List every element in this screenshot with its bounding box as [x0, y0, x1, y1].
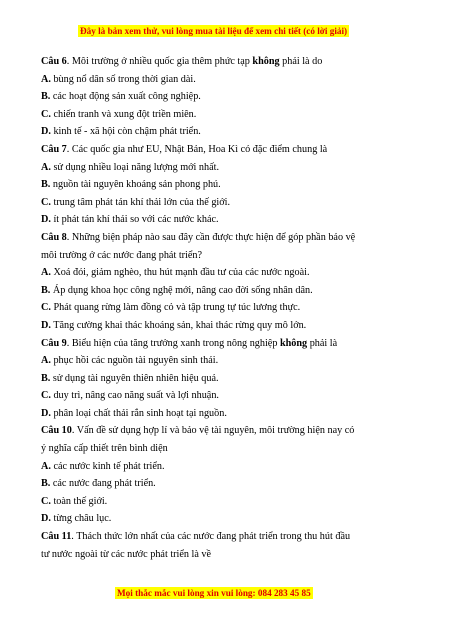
option-text: toàn thế giới.: [50, 495, 108, 507]
question-text: ý nghĩa cấp thiết trên bình diện: [41, 443, 168, 455]
question-label: Câu 10: [41, 425, 72, 437]
answer-option: [41, 176, 411, 194]
option-letter: B.: [41, 284, 51, 296]
answer-option: [41, 106, 411, 124]
option-text: các hoạt động sản xuất công nghiệp.: [50, 91, 201, 103]
option-text: nguồn tài nguyên khoáng sản phong phú.: [50, 179, 221, 191]
option-text: các nước đang phát triển.: [50, 478, 156, 490]
question-label: Câu 8: [41, 231, 67, 243]
answer-option: [41, 387, 411, 405]
question-stem-line: [41, 546, 411, 564]
option-letter: D.: [41, 319, 51, 331]
answer-option: [41, 194, 411, 212]
question-stem-line: [41, 440, 411, 458]
option-letter: A.: [41, 267, 51, 279]
answer-option: [41, 71, 411, 89]
option-letter: D.: [41, 214, 51, 226]
question-label: Câu 7: [41, 143, 67, 155]
question-stem-line: [41, 53, 411, 71]
option-letter: C.: [41, 302, 51, 314]
answer-option: [41, 475, 411, 493]
option-text: kinh tế - xã hội còn chậm phát triển.: [50, 126, 201, 138]
answer-option: [41, 493, 411, 511]
question-emphasis: không: [279, 337, 308, 349]
option-text: sử dụng nhiều loại năng lượng mới nhất.: [50, 161, 220, 173]
question-text: . Biểu hiện của tăng trưởng xanh trong nông nghiệp: [66, 337, 280, 349]
option-text: bùng nổ dân số trong thời gian dài.: [50, 73, 196, 85]
question-label: Câu 9: [41, 337, 67, 349]
option-letter: C.: [41, 108, 51, 120]
option-letter: D.: [41, 407, 51, 419]
option-text: các nước kinh tế phát triển.: [50, 460, 165, 472]
answer-option: [41, 510, 411, 528]
option-text: chiến tranh và xung đột triền miên.: [50, 108, 197, 120]
question-stem-line: [41, 247, 411, 265]
question-list: [41, 53, 411, 563]
option-text: Tăng cường khai thác khoáng sản, khai thác rừng quy mô lớn.: [50, 319, 307, 331]
question-stem-line: [41, 528, 411, 546]
question-text: . Vấn đề sử dụng hợp lí và bảo vệ tài nguyên, môi trường hiện nay có: [71, 425, 355, 437]
option-text: sử dụng tài nguyên thiên nhiên hiệu quả.: [50, 372, 219, 384]
answer-option: [41, 458, 411, 476]
answer-option: [41, 370, 411, 388]
option-letter: A.: [41, 73, 51, 85]
answer-option: [41, 352, 411, 370]
option-text: phục hồi các nguồn tài nguyên sinh thái.: [50, 355, 219, 367]
question-emphasis: không: [252, 56, 280, 67]
answer-option: [41, 123, 411, 141]
option-letter: B.: [41, 478, 51, 490]
question-text: môi trường ở các nước đang phát triển?: [41, 249, 203, 261]
question-label: Câu 11: [41, 531, 72, 543]
option-text: Phát quang rừng làm đồng cỏ và tập trung tự túc lương thực.: [50, 302, 301, 314]
option-text: Xoá đói, giảm nghèo, thu hút mạnh đầu tư của các nước ngoài.: [50, 267, 310, 279]
answer-option: [41, 299, 411, 317]
option-letter: C.: [41, 495, 51, 507]
question-text: phải là do: [279, 56, 323, 67]
option-letter: A.: [41, 355, 51, 367]
question-text: . Những biện pháp nào sau đây cần được thực hiện để góp phần bảo vệ: [66, 231, 356, 243]
question-text: phải là: [307, 337, 338, 349]
option-letter: C.: [41, 196, 51, 208]
question-text: . Các quốc gia như EU, Nhật Bản, Hoa Kì có đặc điểm chung là: [66, 143, 328, 155]
answer-option: [41, 159, 411, 177]
option-text: trung tâm phát tán khí thải lớn của thế giới.: [50, 196, 231, 208]
option-letter: A.: [41, 460, 51, 472]
question-stem-line: [41, 141, 411, 159]
question-text: tư nước ngoài từ các nước phát triển là về: [41, 548, 212, 560]
option-text: duy trì, nâng cao năng suất và lợi nhuận.: [50, 390, 219, 402]
question-text: . Môi trường ở nhiều quốc gia thêm phức tạp: [66, 56, 253, 67]
option-text: Áp dụng khoa học công nghệ mới, nâng cao đời sống nhân dân.: [50, 284, 313, 296]
answer-option: [41, 317, 411, 335]
option-letter: B.: [41, 179, 51, 191]
question-stem-line: [41, 335, 411, 353]
option-letter: C.: [41, 390, 51, 402]
preview-banner: Đây là bản xem thử, vui lòng mua tài liệu để xem chi tiết (có lời giải): [80, 26, 348, 36]
option-letter: A.: [41, 161, 51, 173]
question-text: . Thách thức lớn nhất của các nước đang phát triển trong thu hút đầu: [71, 531, 351, 543]
question-label: Câu 6: [41, 56, 67, 67]
contact-footer: Mọi thắc mắc vui lòng xin vui lòng: 084 283 45 85: [117, 588, 311, 598]
answer-option: [41, 88, 411, 106]
answer-option: [41, 405, 411, 423]
option-text: phân loại chất thải rắn sinh hoạt tại nguồn.: [50, 407, 227, 419]
answer-option: [41, 211, 411, 229]
answer-option: [41, 264, 411, 282]
option-text: ít phát tán khí thải so với các nước khác.: [50, 214, 219, 226]
question-stem-line: [41, 422, 411, 440]
question-stem-line: [41, 229, 411, 247]
option-text: từng châu lục.: [50, 513, 112, 525]
option-letter: B.: [41, 372, 51, 384]
option-letter: D.: [41, 513, 51, 525]
option-letter: B.: [41, 91, 51, 103]
answer-option: [41, 282, 411, 300]
option-letter: D.: [41, 126, 51, 138]
